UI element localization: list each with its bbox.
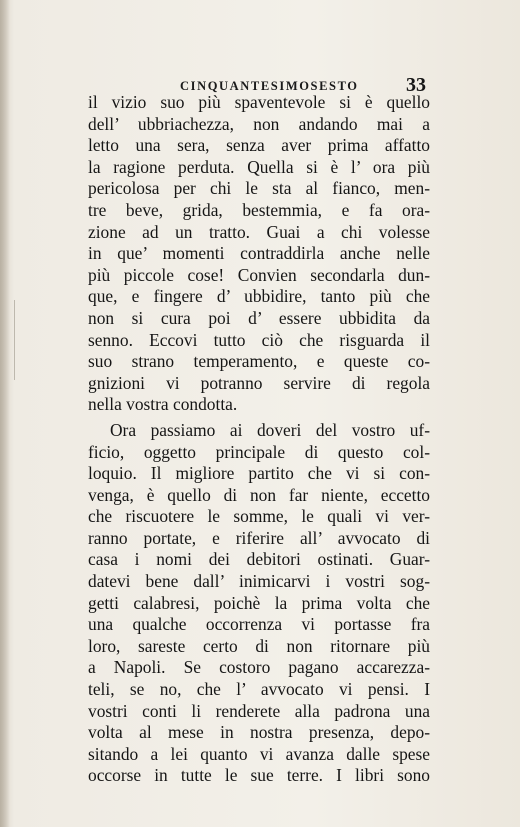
text-line: tre beve, grida, bestemmia, e fa ora- — [88, 199, 430, 220]
paragraph — [88, 92, 430, 416]
text-line: getti calabresi, poichè la prima volta che — [88, 592, 430, 613]
text-line: a Napoli. Se costoro pagano accarezza- — [88, 657, 430, 678]
text-line: in que’ momenti contraddirla anche nelle — [88, 243, 430, 264]
body-text — [88, 92, 430, 787]
margin-mark — [14, 300, 19, 380]
text-line: loquio. Il migliore partito che vi si con- — [88, 463, 430, 484]
text-line: senno. Eccovi tutto ciò che risguarda il — [88, 329, 430, 350]
text-line: che riscuotere le somme, le quali vi ver- — [88, 506, 430, 527]
text-line: non si cura poi d’ essere ubbidita da — [88, 307, 430, 328]
text-line: gnizioni vi potranno servire di regola — [88, 372, 430, 393]
text-line: dell’ ubbriachezza, non andando mai a — [88, 113, 430, 134]
text-line: letto una sera, senza aver prima affatto — [88, 135, 430, 156]
text-line: casa i nomi dei debitori ostinati. Guar- — [88, 549, 430, 570]
text-line: datevi bene dall’ inimicarvi i vostri sog- — [88, 571, 430, 592]
text-line: venga, è quello di non far niente, eccetto — [88, 484, 430, 505]
text-line: ranno portate, e riferire all’ avvocato di — [88, 527, 430, 548]
page-number: 33 — [406, 74, 426, 96]
text-line: loro, sareste certo di non ritornare più — [88, 635, 430, 656]
text-line: volta al mese in nostra presenza, depo- — [88, 722, 430, 743]
text-line: ficio, oggetto principale di questo col- — [88, 441, 430, 462]
text-line: nella vostra condotta. — [88, 394, 238, 415]
paragraph — [88, 420, 430, 787]
text-line: occorse in tutte le sue terre. I libri sono — [88, 765, 430, 786]
text-line: più piccole cose! Convien secondarla dun- — [88, 264, 430, 285]
text-line: zione ad un tratto. Guai a chi volesse — [88, 221, 430, 242]
text-line: la ragione perduta. Quella si è l’ ora più — [88, 156, 430, 177]
text-line: que, e fingere d’ ubbidire, tanto più che — [88, 286, 430, 307]
text-line: sitando a lei quanto vi avanza dalle spese — [88, 743, 430, 764]
text-line: il vizio suo più spaventevole si è quello — [88, 92, 430, 112]
text-line: vostri conti li renderete alla padrona una — [88, 700, 430, 721]
text-line: pericolosa per chi le sta al fianco, men- — [88, 178, 430, 199]
text-line: Ora passiamo ai doveri del vostro uf- — [110, 419, 430, 440]
running-title: CINQUANTESIMOSESTO — [180, 79, 359, 93]
text-line: teli, se no, che l’ avvocato vi pensi. I — [88, 679, 430, 700]
text-line: suo strano temperamento, e queste co- — [88, 351, 430, 372]
text-line: una qualche occorrenza vi portasse fra — [88, 614, 430, 635]
